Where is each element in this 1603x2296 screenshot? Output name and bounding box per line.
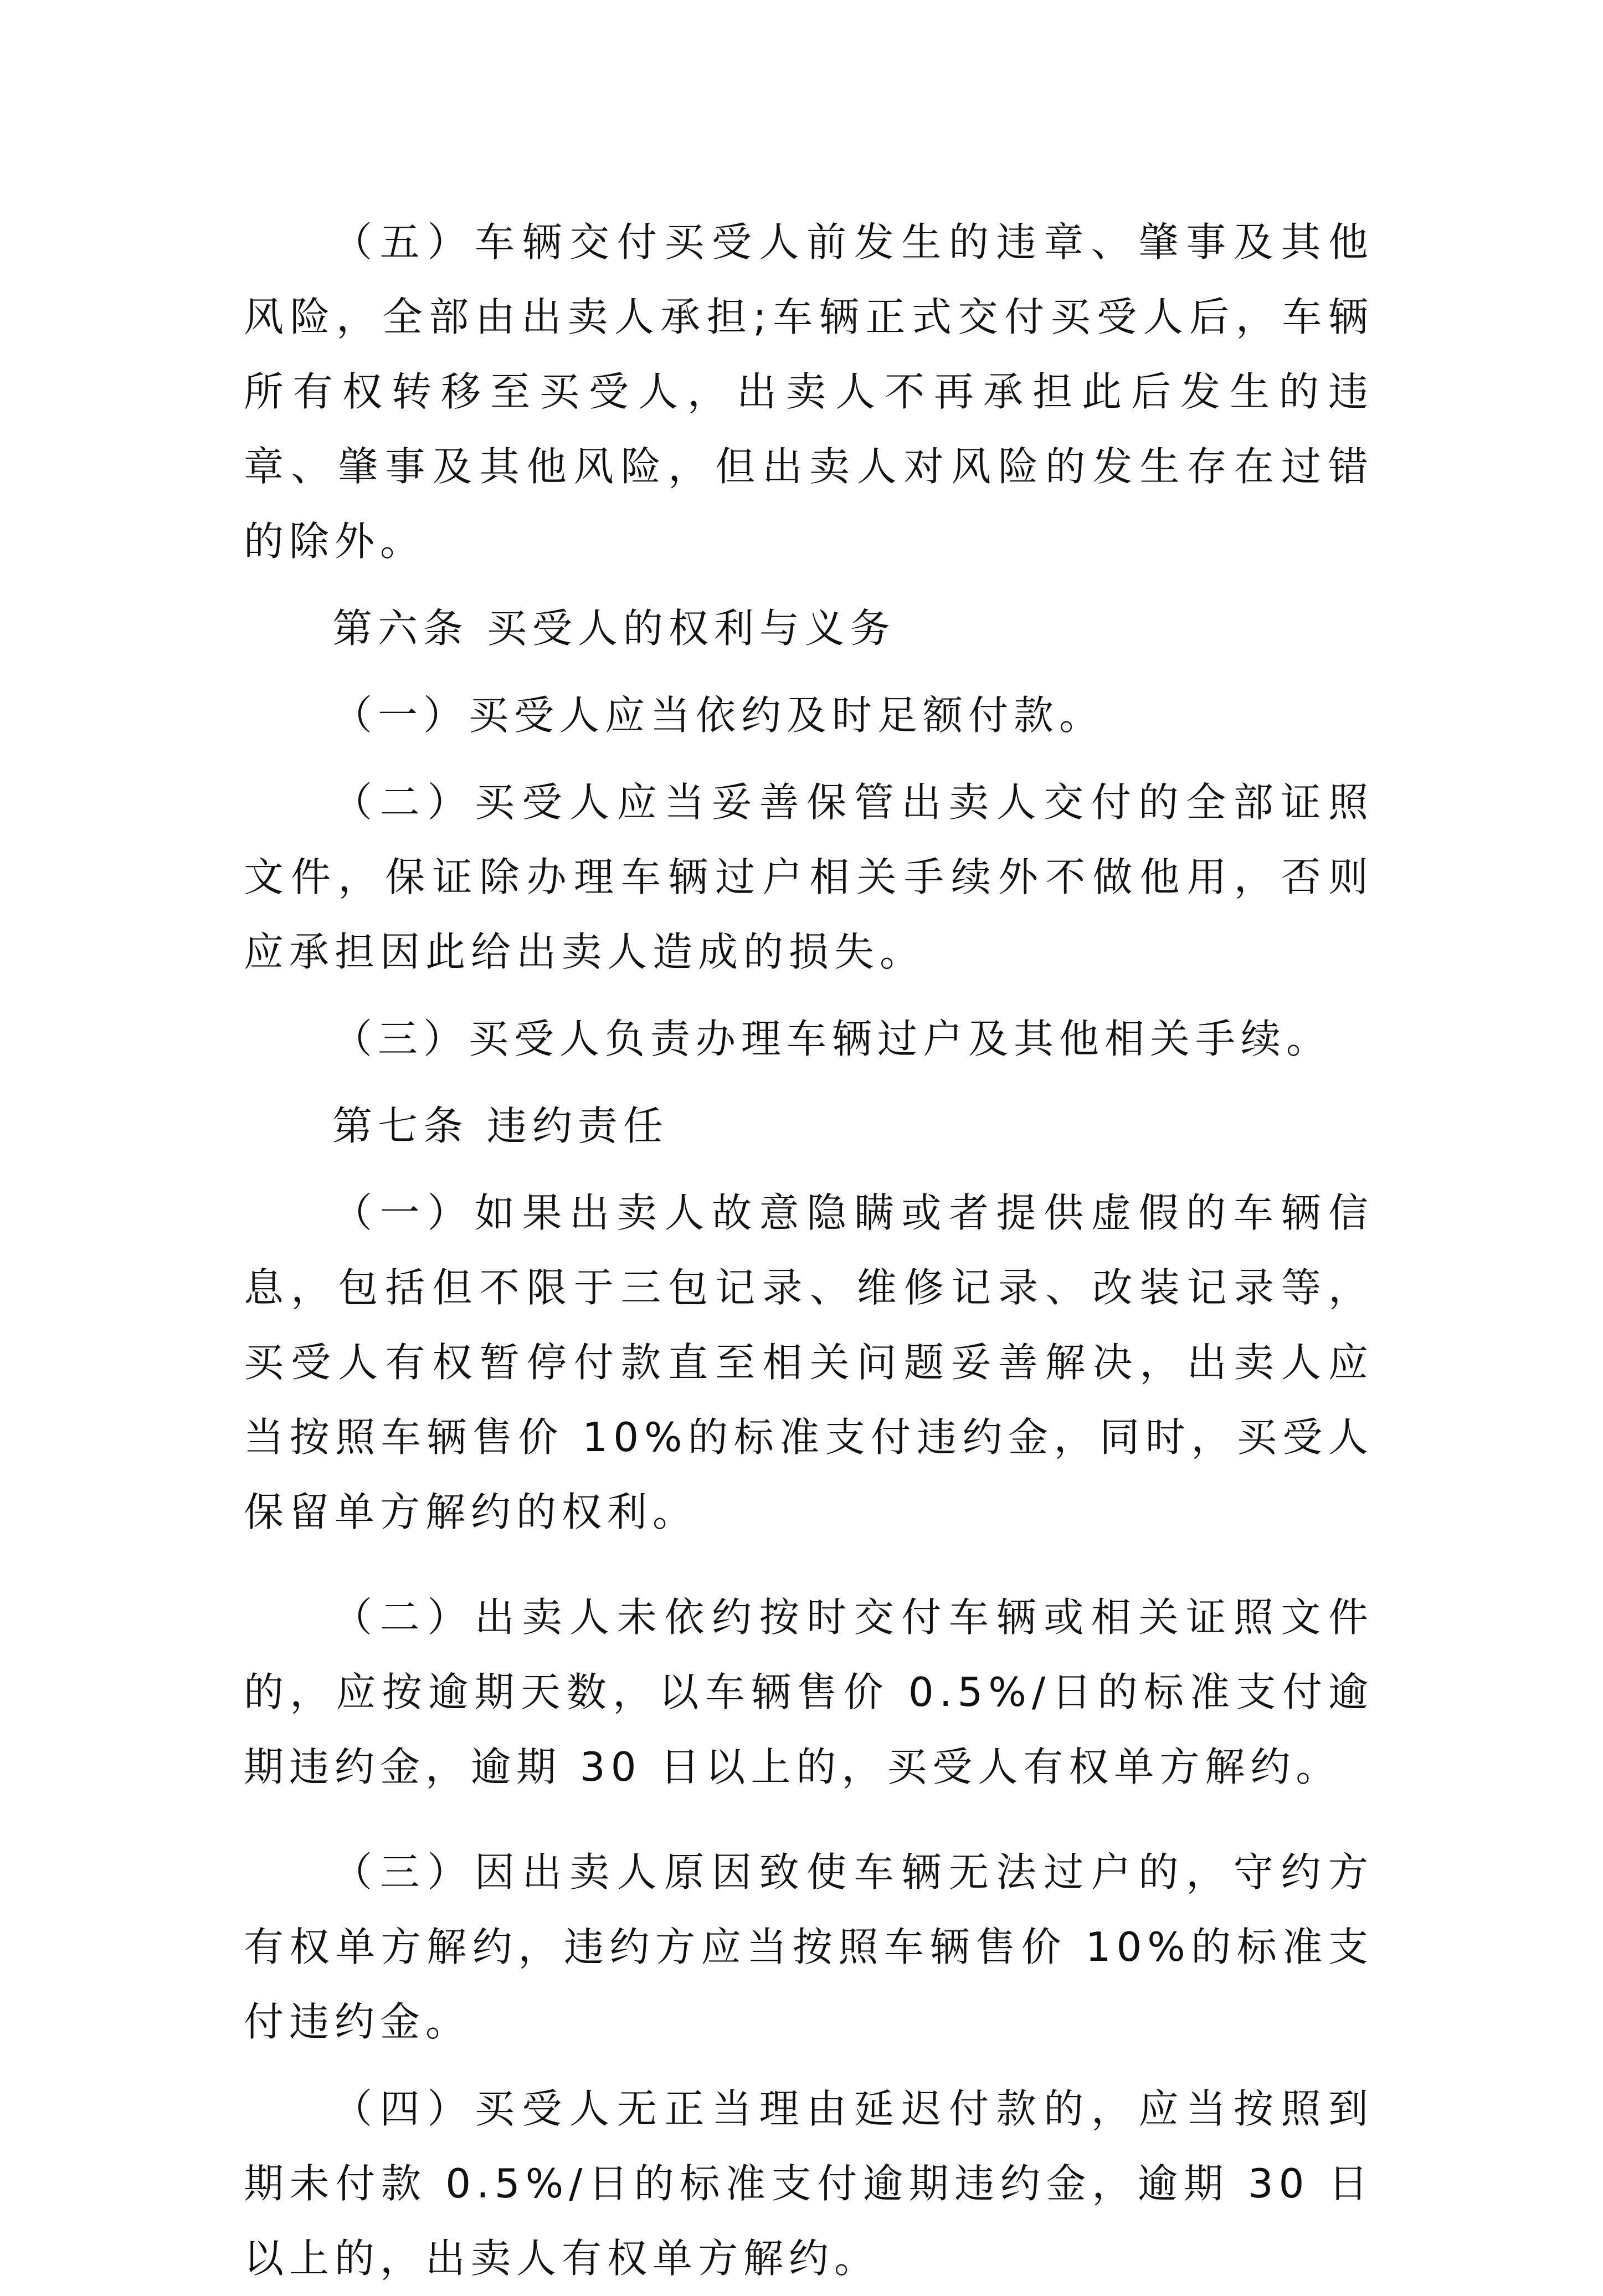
clause-7-3: （三）因出卖人原因致使车辆无法过户的，守约方有权单方解约，违约方应当按照车辆售价 10%的标准支付违约金。 <box>244 1849 1374 2045</box>
clause-6-1: （一）买受人应当依约及时足额付款。 <box>332 692 1105 739</box>
clause-5-5: （五）车辆交付买受人前发生的违章、肇事及其他风险，全部由出卖人承担;车辆正式交付买受人后，车辆所有权转移至买受人，出卖人不再承担此后发生的违章、肇事及其他风险，但出卖人对风险的发生存在过错的除外。 <box>244 219 1374 565</box>
clause-6-3: （三）买受人负责办理车辆过户及其他相关手续。 <box>332 1016 1332 1062</box>
clause-6-2: （二）买受人应当妥善保管出卖人交付的全部证照文件，保证除办理车辆过户相关手续外不做他用，否则应承担因此给出卖人造成的损失。 <box>244 779 1374 975</box>
clause-7-2: （二）出卖人未依约按时交付车辆或相关证照文件的，应按逾期天数，以车辆售价 0.5%/日的标准支付逾期违约金，逾期 30 日以上的，买受人有权单方解约。 <box>244 1594 1374 1790</box>
article-6-title: 第六条 买受人的权利与义务 <box>332 605 896 652</box>
document-body <box>244 205 1374 2296</box>
article-7-title: 第七条 违约责任 <box>332 1103 669 1149</box>
clause-7-1: （一）如果出卖人故意隐瞒或者提供虚假的车辆信息，包括但不限于三包记录、维修记录、改装记录等，买受人有权暂停付款直至相关问题妥善解决，出卖人应当按照车辆售价 10%的标准支付违约金，同时，买受人保留单方解约的权利。 <box>244 1190 1374 1535</box>
clause-7-4: （四）买受人无正当理由延迟付款的，应当按照到期未付款 0.5%/日的标准支付逾期违约金，逾期 30 日以上的，出卖人有权单方解约。 <box>244 2085 1374 2282</box>
